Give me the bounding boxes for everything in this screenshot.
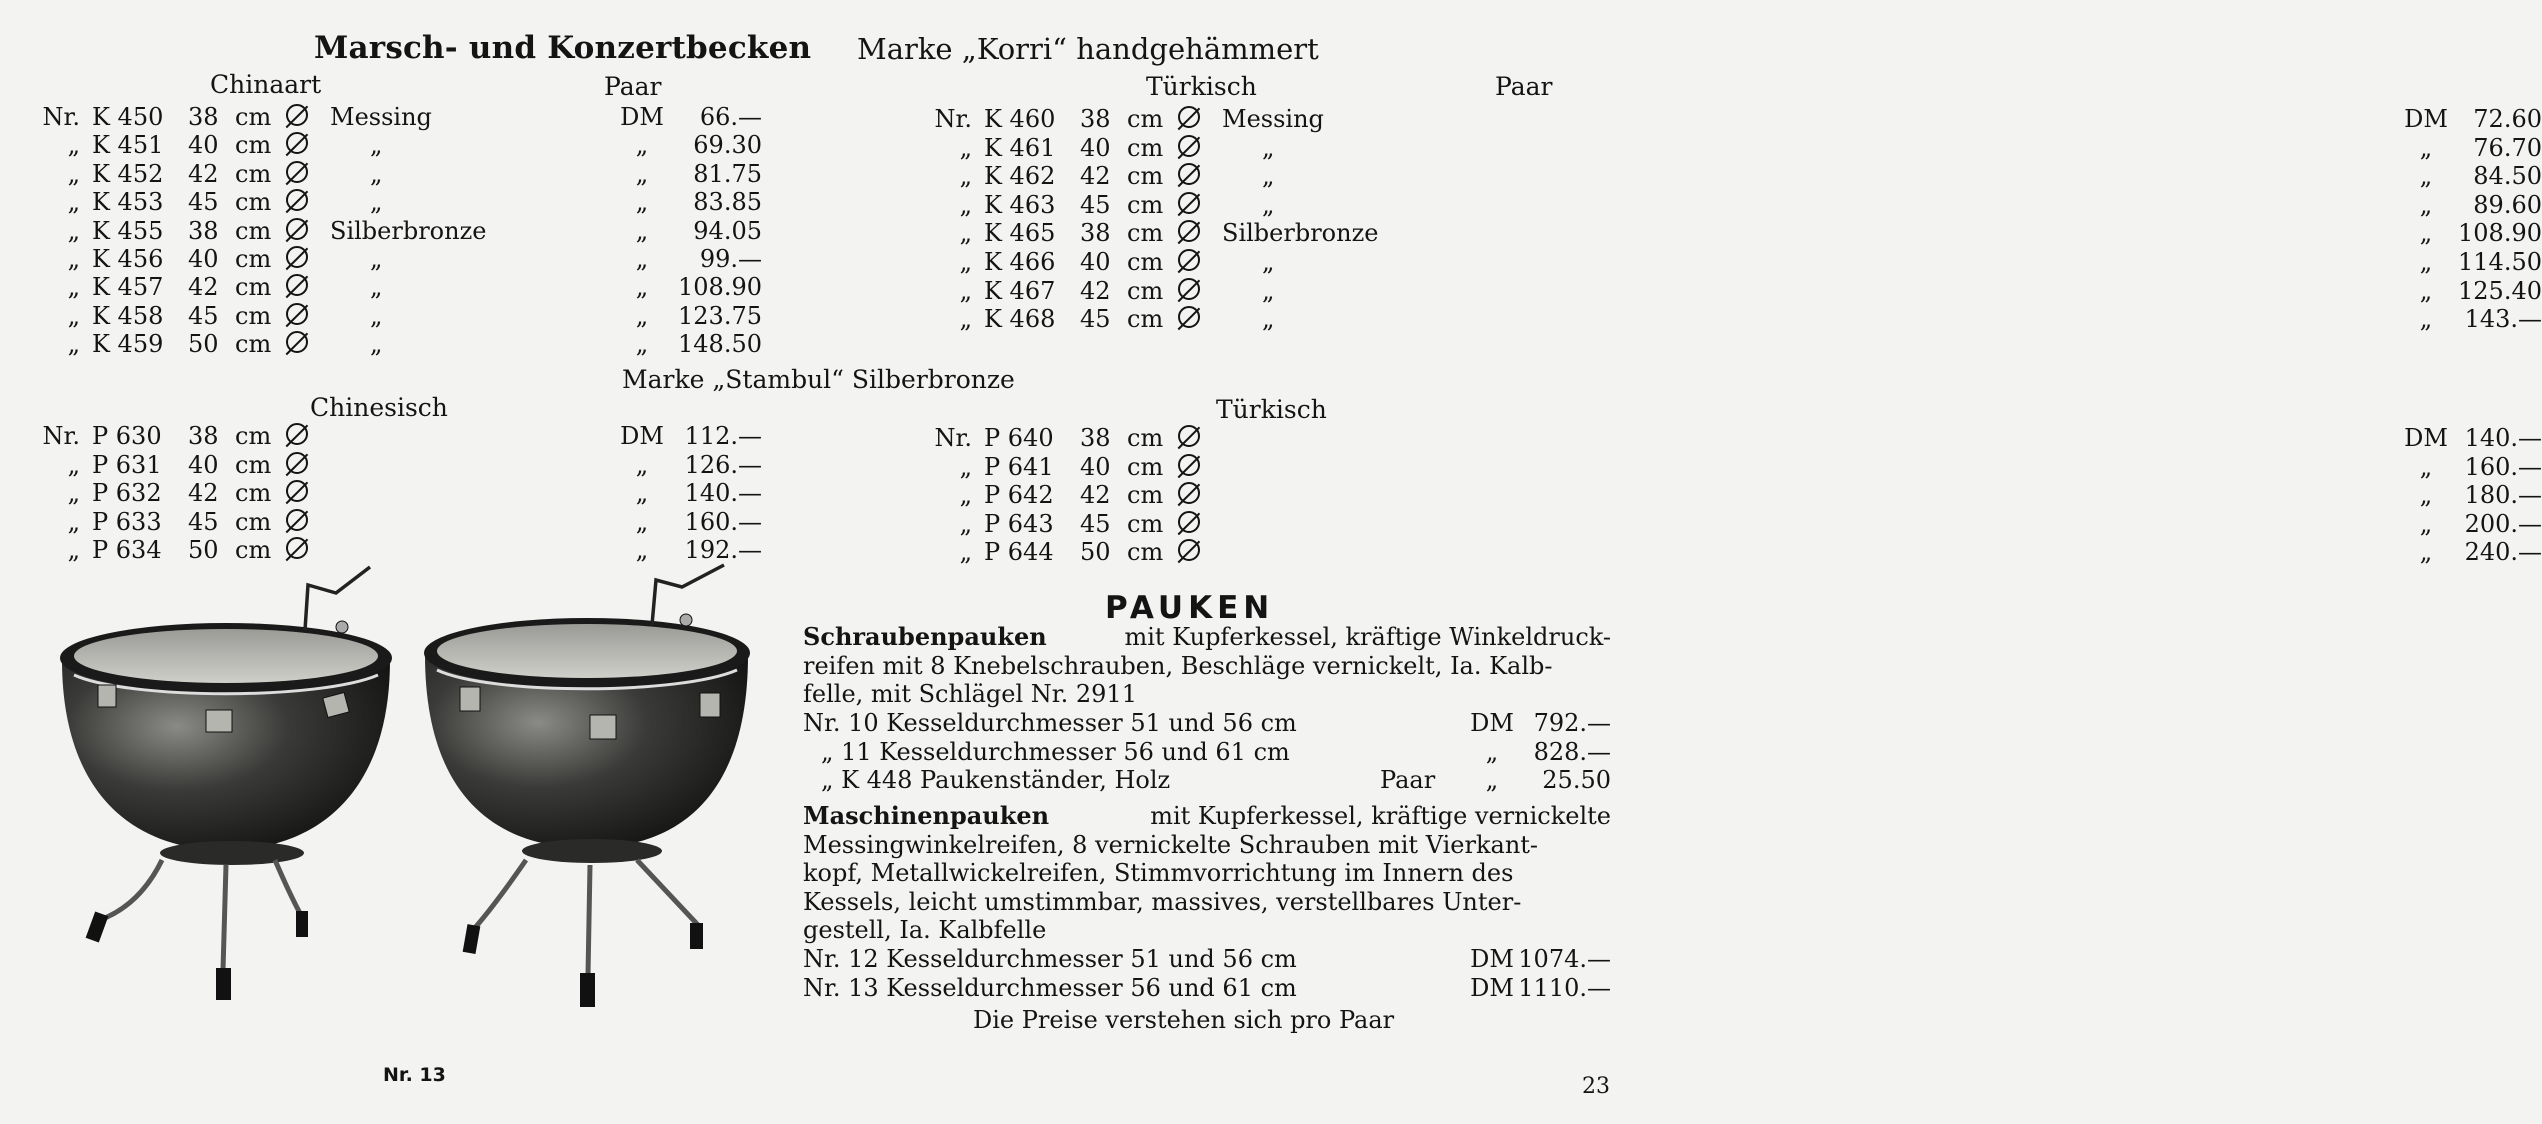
diameter-symbol <box>286 537 308 559</box>
schraubenpauken-label: Schraubenpauken <box>803 622 1047 651</box>
row-currency: „ <box>635 159 649 188</box>
row-material: „ <box>370 330 383 359</box>
row-unit: cm <box>235 330 272 359</box>
diameter-symbol <box>286 423 308 445</box>
row-size: 40 <box>188 245 219 273</box>
table-row <box>932 162 2542 191</box>
row-price: 66.— <box>699 103 762 131</box>
schraubenpauken-description <box>803 623 1611 709</box>
row-material: „ <box>370 159 383 188</box>
row-currency: „ <box>635 131 649 160</box>
row-code: P 640 <box>984 424 1054 452</box>
row-currency: DM <box>620 422 664 450</box>
item-price: 1074.— <box>1518 945 1611 973</box>
row-size: 45 <box>1080 509 1111 538</box>
row-unit: cm <box>1127 509 1164 538</box>
schraub-line-2: felle, mit Schlägel Nr. 2911 <box>803 680 1137 708</box>
diameter-symbol <box>286 303 308 325</box>
diameter-symbol <box>1178 192 1200 214</box>
row-price: 99.— <box>699 245 762 273</box>
row-nr: „ <box>67 479 80 508</box>
row-size: 38 <box>1080 424 1111 452</box>
row-currency: „ <box>2419 481 2433 510</box>
row-nr: „ <box>67 507 80 536</box>
row-nr: „ <box>959 481 972 510</box>
row-code: K 450 <box>92 103 164 131</box>
diameter-symbol <box>1178 482 1200 504</box>
row-price: 69.30 <box>693 131 762 160</box>
row-size: 50 <box>188 330 219 359</box>
row-size: 45 <box>188 301 219 330</box>
diameter-symbol <box>1178 220 1200 242</box>
row-price: 84.50 <box>2473 162 2542 191</box>
row-nr: „ <box>67 450 80 479</box>
row-currency: „ <box>2419 276 2433 305</box>
table-row <box>40 330 762 359</box>
schraub-line-1: reifen mit 8 Knebelschrauben, Beschläge vernickelt, Ia. Kalb- <box>803 651 1553 680</box>
row-nr: Nr. <box>934 424 972 452</box>
row-material: „ <box>370 245 383 273</box>
row-currency: „ <box>635 450 649 479</box>
row-size: 40 <box>188 450 219 479</box>
table-row <box>40 422 762 450</box>
row-unit: cm <box>1127 190 1164 219</box>
price-line <box>803 945 1611 973</box>
price-line <box>803 766 1611 794</box>
table-row <box>40 450 762 479</box>
item-text: Nr. 12 Kesseldurchmesser 51 und 56 cm <box>803 945 1297 973</box>
row-material: Messing <box>1222 105 1324 133</box>
stambul-title: Marke „Stambul“ Silberbronze <box>622 365 1015 394</box>
row-size: 42 <box>188 159 219 188</box>
item-price: 792.— <box>1533 709 1611 737</box>
row-unit: cm <box>235 216 272 245</box>
row-currency: „ <box>635 536 649 565</box>
row-material: Silberbronze <box>1222 219 1379 248</box>
row-material: „ <box>370 273 383 302</box>
row-size: 42 <box>1080 481 1111 510</box>
row-price: 125.40 <box>2458 276 2542 305</box>
row-code: K 452 <box>92 159 164 188</box>
row-size: 45 <box>1080 305 1111 334</box>
table-row <box>40 216 762 245</box>
item-text: „ K 448 Paukenständer, Holz <box>821 766 1171 794</box>
row-nr: „ <box>67 273 80 302</box>
korri-right-heading: Türkisch <box>1146 72 1257 101</box>
row-currency: „ <box>635 273 649 302</box>
row-price: 114.50 <box>2458 248 2542 276</box>
stambul-left-heading: Chinesisch <box>310 393 448 422</box>
row-unit: cm <box>235 273 272 302</box>
row-code: K 460 <box>984 105 1056 133</box>
row-nr: „ <box>959 248 972 276</box>
row-size: 45 <box>188 188 219 217</box>
masch-line-3: Kessels, leicht umstimmbar, massives, verstellbares Unter- <box>803 887 1522 916</box>
row-unit: cm <box>235 131 272 160</box>
row-price: 148.50 <box>678 330 762 359</box>
table-row <box>40 245 762 273</box>
row-nr: „ <box>959 452 972 481</box>
row-unit: cm <box>235 301 272 330</box>
row-currency: „ <box>2419 133 2433 162</box>
row-code: K 468 <box>984 305 1056 334</box>
row-nr: „ <box>67 216 80 245</box>
item-price: 828.— <box>1533 737 1611 766</box>
row-code: P 643 <box>984 509 1054 538</box>
korri-left-heading: Chinaart <box>210 70 322 99</box>
row-price: 83.85 <box>693 188 762 217</box>
row-unit: cm <box>1127 424 1164 452</box>
table-row <box>932 276 2542 305</box>
row-currency: „ <box>635 507 649 536</box>
item-currency: „ <box>1485 766 1499 794</box>
row-code: K 461 <box>984 133 1056 162</box>
row-nr: „ <box>959 538 972 567</box>
row-code: P 644 <box>984 538 1054 567</box>
timpano-right <box>424 565 750 1007</box>
row-price: 140.— <box>684 479 762 508</box>
row-nr: „ <box>67 131 80 160</box>
row-size: 50 <box>1080 538 1111 567</box>
row-material: „ <box>1262 133 1275 162</box>
row-nr: Nr. <box>42 103 80 131</box>
row-code: P 633 <box>92 507 162 536</box>
row-unit: cm <box>235 507 272 536</box>
row-price: 94.05 <box>693 216 762 245</box>
table-row <box>932 481 2542 510</box>
row-size: 38 <box>1080 219 1111 248</box>
maschinenpauken-description <box>803 802 1611 945</box>
maschinenpauken-label: Maschinenpauken <box>803 801 1050 830</box>
table-row <box>932 219 2542 248</box>
row-code: K 463 <box>984 190 1056 219</box>
row-code: K 455 <box>92 216 164 245</box>
row-unit: cm <box>1127 162 1164 191</box>
diameter-symbol <box>286 509 308 531</box>
row-price: 108.90 <box>2458 219 2542 248</box>
row-size: 40 <box>188 131 219 160</box>
row-code: P 632 <box>92 479 162 508</box>
diameter-symbol <box>286 161 308 183</box>
item-price: 25.50 <box>1542 766 1611 794</box>
table-row <box>40 507 762 536</box>
row-size: 42 <box>1080 162 1111 191</box>
item-currency: „ <box>1485 737 1499 766</box>
row-size: 42 <box>188 479 219 508</box>
row-currency: „ <box>2419 452 2433 481</box>
row-currency: DM <box>2404 424 2448 452</box>
row-code: P 634 <box>92 536 162 565</box>
row-nr: Nr. <box>42 422 80 450</box>
row-price: 143.— <box>2464 305 2542 334</box>
row-unit: cm <box>235 103 272 131</box>
row-nr: „ <box>959 133 972 162</box>
row-size: 38 <box>1080 105 1111 133</box>
row-unit: cm <box>235 450 272 479</box>
row-code: K 451 <box>92 131 164 160</box>
masch-line-4: gestell, Ia. Kalbfelle <box>803 916 1047 944</box>
table-row <box>40 159 762 188</box>
table-row <box>40 301 762 330</box>
table-row <box>40 273 762 302</box>
row-size: 38 <box>188 422 219 450</box>
row-currency: „ <box>2419 305 2433 334</box>
row-unit: cm <box>1127 305 1164 334</box>
price-line <box>803 709 1611 737</box>
row-nr: „ <box>67 301 80 330</box>
diameter-symbol <box>286 480 308 502</box>
row-nr: „ <box>959 276 972 305</box>
diameter-symbol <box>1178 135 1200 157</box>
diameter-symbol <box>1178 249 1200 271</box>
row-currency: „ <box>635 330 649 359</box>
row-size: 38 <box>188 103 219 131</box>
row-material: „ <box>370 188 383 217</box>
row-nr: „ <box>959 190 972 219</box>
pauken-title: PAUKEN <box>1105 590 1275 626</box>
row-unit: cm <box>235 536 272 565</box>
row-nr: „ <box>67 188 80 217</box>
diameter-symbol <box>286 218 308 240</box>
row-price: 123.75 <box>678 301 762 330</box>
item-currency: DM <box>1470 709 1514 737</box>
diameter-symbol <box>1178 454 1200 476</box>
page-number: 23 <box>1582 1074 1610 1099</box>
row-currency: „ <box>2419 538 2433 567</box>
korri-right-pair-label: Paar <box>1495 72 1553 101</box>
row-size: 42 <box>188 273 219 302</box>
row-price: 81.75 <box>693 159 762 188</box>
row-nr: Nr. <box>934 105 972 133</box>
row-currency: „ <box>2419 190 2433 219</box>
diameter-symbol <box>286 132 308 154</box>
price-line <box>803 738 1611 766</box>
masch-line-2: kopf, Metallwickelreifen, Stimmvorrichtung im Innern des <box>803 859 1514 887</box>
table-row <box>932 105 2542 133</box>
row-price: 76.70 <box>2473 133 2542 162</box>
row-price: 72.60 <box>2473 105 2542 133</box>
row-currency: DM <box>2404 105 2448 133</box>
row-code: K 462 <box>984 162 1056 191</box>
row-price: 192.— <box>684 536 762 565</box>
table-row <box>40 131 762 160</box>
row-material: Messing <box>330 103 432 131</box>
row-currency: „ <box>2419 248 2433 276</box>
item-currency: DM <box>1470 973 1514 1002</box>
masch-line-1: Messingwinkelreifen, 8 vernickelte Schrauben mit Vierkant- <box>803 830 1539 859</box>
table-row <box>40 536 762 565</box>
row-nr: „ <box>67 245 80 273</box>
item-pair-label: Paar <box>1380 766 1436 794</box>
row-code: K 457 <box>92 273 164 302</box>
row-currency: „ <box>635 245 649 273</box>
row-currency: DM <box>620 103 664 131</box>
row-nr: „ <box>67 536 80 565</box>
masch-line-0: mit Kupferkessel, kräftige vernickelte <box>1150 802 1611 830</box>
row-currency: „ <box>635 216 649 245</box>
row-unit: cm <box>235 159 272 188</box>
figure-caption: Nr. 13 <box>383 1064 446 1086</box>
table-row <box>932 509 2542 538</box>
diameter-symbol <box>286 104 308 126</box>
diameter-symbol <box>1178 425 1200 447</box>
row-unit: cm <box>1127 538 1164 567</box>
row-nr: „ <box>67 330 80 359</box>
row-material: „ <box>1262 190 1275 219</box>
table-row <box>932 424 2542 452</box>
diameter-symbol <box>1178 106 1200 128</box>
row-nr: „ <box>959 162 972 191</box>
row-material: „ <box>1262 162 1275 191</box>
row-size: 40 <box>1080 248 1111 276</box>
row-nr: „ <box>959 305 972 334</box>
row-size: 42 <box>1080 276 1111 305</box>
timpani-illustration <box>40 575 800 1075</box>
stambul-right-heading: Türkisch <box>1216 395 1327 424</box>
row-code: P 631 <box>92 450 162 479</box>
table-row <box>932 190 2542 219</box>
row-material: Silberbronze <box>330 216 487 245</box>
page-title: Marsch- und Konzertbecken <box>314 30 812 66</box>
table-row <box>932 305 2542 334</box>
item-currency: DM <box>1470 945 1514 973</box>
diameter-symbol <box>286 246 308 268</box>
page-subtitle: Marke „Korri“ handgehämmert <box>857 32 1319 66</box>
item-text: Nr. 13 Kesseldurchmesser 56 und 61 cm <box>803 973 1297 1002</box>
row-material: „ <box>1262 305 1275 334</box>
timpano-left <box>60 567 392 1000</box>
row-price: 180.— <box>2464 481 2542 510</box>
item-text: „ 11 Kesseldurchmesser 56 und 61 cm <box>821 737 1290 766</box>
table-row <box>932 133 2542 162</box>
row-nr: „ <box>67 159 80 188</box>
row-price: 160.— <box>2464 452 2542 481</box>
diameter-symbol <box>1178 306 1200 328</box>
row-unit: cm <box>1127 452 1164 481</box>
row-unit: cm <box>1127 481 1164 510</box>
row-unit: cm <box>235 188 272 217</box>
row-size: 45 <box>188 507 219 536</box>
item-text: Nr. 10 Kesseldurchmesser 51 und 56 cm <box>803 709 1297 737</box>
row-price: 126.— <box>684 450 762 479</box>
diameter-symbol <box>1178 511 1200 533</box>
row-size: 38 <box>188 216 219 245</box>
row-code: K 459 <box>92 330 164 359</box>
diameter-symbol <box>1178 163 1200 185</box>
row-price: 240.— <box>2464 538 2542 567</box>
row-material: „ <box>370 301 383 330</box>
row-size: 50 <box>188 536 219 565</box>
row-unit: cm <box>1127 133 1164 162</box>
row-unit: cm <box>235 245 272 273</box>
row-nr: „ <box>959 219 972 248</box>
row-price: 89.60 <box>2473 190 2542 219</box>
diameter-symbol <box>286 189 308 211</box>
row-material: „ <box>370 131 383 160</box>
diameter-symbol <box>286 274 308 296</box>
row-unit: cm <box>1127 276 1164 305</box>
diameter-symbol <box>1178 278 1200 300</box>
row-size: 40 <box>1080 452 1111 481</box>
row-currency: „ <box>635 188 649 217</box>
row-code: P 642 <box>984 481 1054 510</box>
table-row <box>40 188 762 217</box>
row-currency: „ <box>635 479 649 508</box>
diameter-symbol <box>286 452 308 474</box>
row-code: K 456 <box>92 245 164 273</box>
row-price: 200.— <box>2464 509 2542 538</box>
row-material: „ <box>1262 248 1275 276</box>
price-note: Die Preise verstehen sich pro Paar <box>973 1006 1395 1034</box>
row-currency: „ <box>2419 219 2433 248</box>
row-currency: „ <box>2419 162 2433 191</box>
row-code: P 641 <box>984 452 1054 481</box>
table-row <box>932 452 2542 481</box>
row-price: 108.90 <box>678 273 762 302</box>
row-currency: „ <box>635 301 649 330</box>
row-material: „ <box>1262 276 1275 305</box>
row-code: P 630 <box>92 422 162 450</box>
row-code: K 458 <box>92 301 164 330</box>
row-nr: „ <box>959 509 972 538</box>
table-row <box>932 248 2542 276</box>
row-currency: „ <box>2419 509 2433 538</box>
item-price: 1110.— <box>1518 973 1611 1002</box>
row-unit: cm <box>1127 105 1164 133</box>
row-price: 112.— <box>684 422 762 450</box>
row-code: K 453 <box>92 188 164 217</box>
row-unit: cm <box>235 479 272 508</box>
diameter-symbol <box>1178 539 1200 561</box>
table-row <box>40 479 762 508</box>
row-price: 160.— <box>684 507 762 536</box>
row-unit: cm <box>1127 248 1164 276</box>
table-row <box>40 103 762 131</box>
row-code: K 466 <box>984 248 1056 276</box>
schraub-line-0: mit Kupferkessel, kräftige Winkeldruck- <box>1124 623 1611 651</box>
row-size: 45 <box>1080 190 1111 219</box>
row-unit: cm <box>1127 219 1164 248</box>
table-row <box>932 538 2542 567</box>
korri-left-pair-label: Paar <box>604 72 662 101</box>
price-line <box>803 974 1611 1002</box>
row-unit: cm <box>235 422 272 450</box>
row-price: 140.— <box>2464 424 2542 452</box>
row-size: 40 <box>1080 133 1111 162</box>
diameter-symbol <box>286 331 308 353</box>
row-code: K 465 <box>984 219 1056 248</box>
row-code: K 467 <box>984 276 1056 305</box>
